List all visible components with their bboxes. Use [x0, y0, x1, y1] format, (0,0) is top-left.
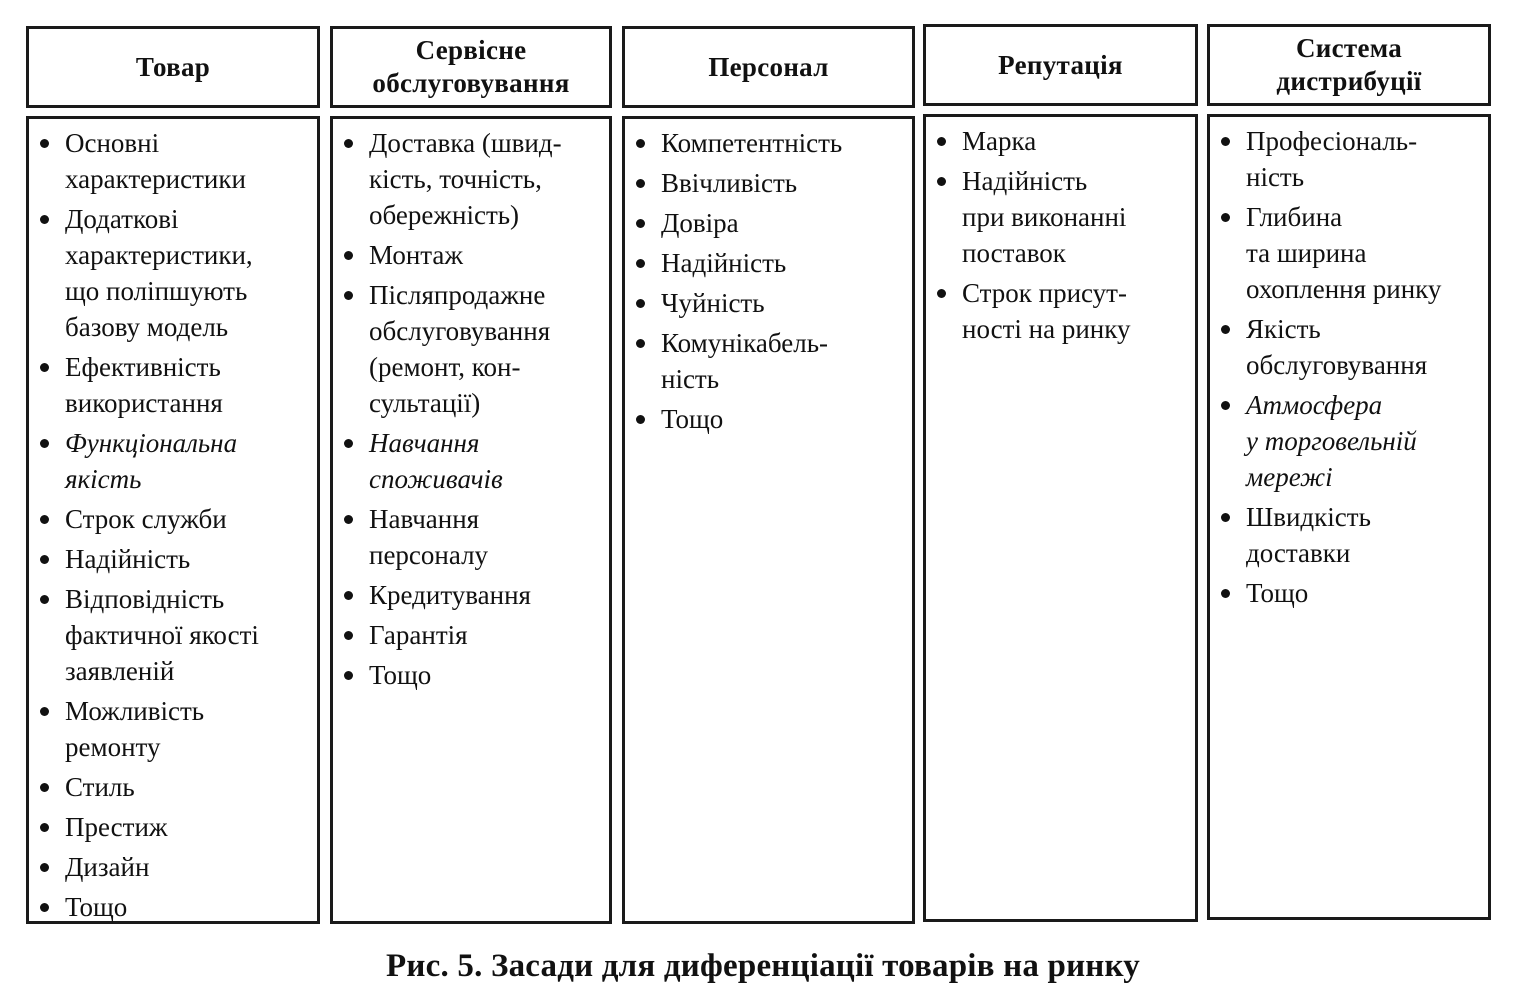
list-item: Ввічливість: [625, 165, 906, 201]
column-list-box: [26, 116, 320, 924]
column-heading: Система дистрибуції: [1207, 24, 1491, 106]
list-item: Кредитування: [333, 577, 603, 613]
list-item: Навчання персоналу: [333, 501, 603, 573]
list-item: Гарантія: [333, 617, 603, 653]
list-item: Можливість ремонту: [29, 693, 311, 765]
list-item: Марка: [926, 123, 1189, 159]
list-item: Стиль: [29, 769, 311, 805]
list-item: Тощо: [29, 889, 311, 925]
list-item: Глибина та ширина охоплення ринку: [1210, 199, 1482, 307]
list-item: Дизайн: [29, 849, 311, 885]
list-item: Комунікабель- ність: [625, 325, 906, 397]
list-item: Відповідність фактичної якості заявленій: [29, 581, 311, 689]
list-item: Тощо: [625, 401, 906, 437]
list-item: Додаткові характеристики, що поліпшують базову модель: [29, 201, 311, 345]
column-list-box: [330, 116, 612, 924]
column-distribution: [1207, 24, 1491, 920]
list-item: Тощо: [333, 657, 603, 693]
bullet-list: [333, 125, 603, 693]
list-item: Надійність: [625, 245, 906, 281]
figure-caption: Рис. 5. Засади для диференціації товарів на ринку: [386, 948, 1140, 984]
list-item: Доставка (швид- кість, точність, обережність): [333, 125, 603, 233]
list-item: Строк присут- ності на ринку: [926, 275, 1189, 347]
column-heading: Персонал: [622, 26, 915, 108]
list-item: Навчання споживачів: [333, 425, 603, 497]
list-item: Чуйність: [625, 285, 906, 321]
list-item: Престиж: [29, 809, 311, 845]
list-item: Довіра: [625, 205, 906, 241]
list-item: Компетентність: [625, 125, 906, 161]
bullet-list: [926, 123, 1189, 347]
list-item: Післяпродажне обслуговування (ремонт, кон- сультації): [333, 277, 603, 421]
list-item: Надійність: [29, 541, 311, 577]
bullet-list: [1210, 123, 1482, 611]
list-item: Монтаж: [333, 237, 603, 273]
column-list-box: [1207, 114, 1491, 920]
list-item: Основні характеристики: [29, 125, 311, 197]
list-item: Тощо: [1210, 575, 1482, 611]
list-item: Професіональ- ність: [1210, 123, 1482, 195]
bullet-list: [29, 125, 311, 925]
column-product: [26, 26, 320, 924]
column-service: [330, 26, 612, 924]
list-item: Строк служби: [29, 501, 311, 537]
column-list-box: [923, 114, 1198, 922]
column-personnel: [622, 26, 915, 924]
column-list-box: [622, 116, 915, 924]
list-item: Ефективність використання: [29, 349, 311, 421]
column-heading: Сервісне обслуговування: [330, 26, 612, 108]
list-item: Якість обслуговування: [1210, 311, 1482, 383]
column-reputation: [923, 24, 1198, 922]
list-item: Швидкість доставки: [1210, 499, 1482, 571]
list-item: Атмосфера у торговельній мережі: [1210, 387, 1482, 495]
bullet-list: [625, 125, 906, 437]
list-item: Функціональна якість: [29, 425, 311, 497]
column-heading: Репутація: [923, 24, 1198, 106]
list-item: Надійність при виконанні поставок: [926, 163, 1189, 271]
column-heading: Товар: [26, 26, 320, 108]
